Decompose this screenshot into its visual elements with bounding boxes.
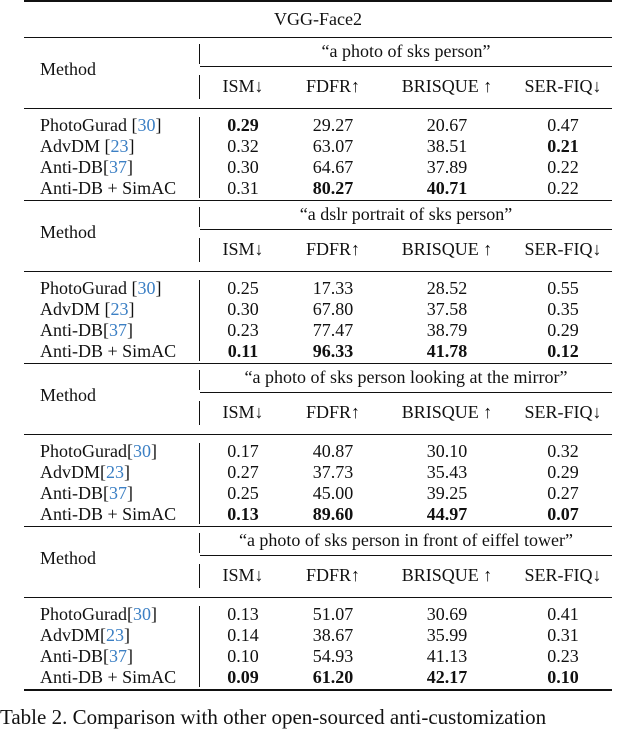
value-cell: 0.17: [227, 441, 259, 461]
value-cell: 29.27: [312, 115, 354, 135]
metric-serfiq: SER-FIQ↓: [524, 76, 602, 96]
value-cell: 80.27: [312, 178, 354, 198]
value-cell: 77.47: [312, 320, 354, 340]
value-cell: 0.22: [547, 157, 579, 177]
value-cell: 0.31: [547, 625, 579, 645]
cite-bracket: [: [103, 483, 109, 503]
method-cell: [24, 504, 200, 525]
method-name: Anti-DB + SimAC: [40, 178, 177, 198]
method-cell: [24, 462, 200, 483]
table-row: [24, 115, 612, 136]
cite-bracket: [: [100, 462, 107, 482]
method-cell: [24, 178, 200, 199]
metric-serfiq: SER-FIQ↓: [524, 402, 602, 422]
table-row: [24, 299, 612, 320]
cite-bracket: [: [104, 299, 111, 319]
value-cell: 0.23: [227, 320, 259, 340]
method-cell: [24, 604, 200, 625]
method-name: PhotoGurad: [40, 115, 132, 135]
table-row: [24, 320, 612, 341]
body-divider: [199, 117, 200, 198]
metric-header-row: [200, 230, 612, 269]
method-cell: [24, 341, 200, 362]
method-cell: [24, 299, 200, 320]
section-body: [24, 109, 612, 200]
cite-bracket: [: [104, 136, 111, 156]
citation-link[interactable]: 30: [137, 115, 156, 135]
method-name: PhotoGurad: [40, 278, 132, 298]
prompt-text: “a photo of sks person in front of eiffel tower”: [238, 530, 574, 550]
citation-link[interactable]: 30: [133, 604, 151, 624]
cite-bracket: [: [131, 115, 138, 135]
metric-serfiq: SER-FIQ↓: [524, 565, 602, 585]
table-row: [24, 462, 612, 483]
value-cell: 61.20: [312, 667, 354, 687]
method-name: AdvDM: [40, 299, 105, 319]
table-row: [24, 441, 612, 462]
value-cell: 20.67: [426, 115, 468, 135]
value-cell: 0.10: [227, 646, 259, 666]
metric-fdfr: FDFR↑: [305, 239, 361, 259]
value-cell: 0.21: [547, 136, 579, 156]
prompt-section: [24, 200, 612, 363]
method-header: Method: [40, 222, 96, 242]
cite-bracket: [: [131, 278, 138, 298]
citation-link[interactable]: 37: [109, 483, 127, 503]
method-name: Anti-DB: [40, 320, 103, 340]
value-cell: 40.71: [426, 178, 468, 198]
cite-bracket: [: [103, 646, 109, 666]
value-cell: 0.12: [547, 341, 579, 361]
method-cell: [24, 278, 200, 299]
value-cell: 37.73: [312, 462, 354, 482]
citation-link[interactable]: 23: [110, 136, 129, 156]
value-cell: 0.31: [227, 178, 259, 198]
citation-link[interactable]: 37: [109, 646, 127, 666]
prompt-section: [24, 363, 612, 526]
value-cell: 67.80: [312, 299, 354, 319]
method-name: Anti-DB + SimAC: [40, 667, 177, 687]
method-name: Anti-DB: [40, 646, 103, 666]
cite-bracket: ]: [151, 604, 157, 624]
table-row: [24, 504, 612, 525]
cite-bracket: [: [103, 157, 109, 177]
value-cell: 0.22: [547, 178, 579, 198]
section-header: [24, 527, 612, 597]
value-cell: 0.29: [227, 115, 259, 135]
citation-link[interactable]: 23: [106, 625, 125, 645]
value-cell: 0.41: [547, 604, 579, 624]
value-cell: 0.32: [227, 136, 259, 156]
value-cell: 54.93: [312, 646, 354, 666]
table-row: [24, 178, 612, 199]
table-row: [24, 667, 612, 688]
body-divider: [199, 606, 200, 687]
value-cell: 0.47: [547, 115, 579, 135]
citation-link[interactable]: 37: [109, 157, 127, 177]
value-cell: 37.58: [426, 299, 468, 319]
cite-bracket: ]: [127, 646, 133, 666]
cite-bracket: ]: [128, 299, 135, 319]
method-cell: [24, 483, 200, 504]
value-cell: 64.67: [312, 157, 354, 177]
value-cell: 0.25: [227, 483, 259, 503]
value-cell: 41.13: [426, 646, 468, 666]
metric-brisque: BRISQUE ↑: [401, 76, 493, 96]
value-cell: 0.29: [547, 320, 579, 340]
value-cell: 0.27: [227, 462, 259, 482]
metric-fdfr: FDFR↑: [305, 565, 361, 585]
metric-header-row: [200, 556, 612, 595]
value-cell: 0.27: [547, 483, 579, 503]
metric-ism: ISM↓: [222, 76, 264, 96]
table-row: [24, 625, 612, 646]
cite-bracket: ]: [151, 441, 157, 461]
value-cell: 35.43: [426, 462, 468, 482]
value-cell: 40.87: [312, 441, 354, 461]
metric-fdfr: FDFR↑: [305, 76, 361, 96]
prompt-text: “a photo of sks person looking at the mirror”: [244, 367, 568, 387]
citation-link[interactable]: 37: [109, 320, 127, 340]
table-row: [24, 278, 612, 299]
value-cell: 30.10: [426, 441, 468, 461]
method-cell: [24, 667, 200, 688]
value-cell: 96.33: [312, 341, 354, 361]
section-header: [24, 201, 612, 271]
value-cell: 0.32: [547, 441, 579, 461]
prompt-section: [24, 526, 612, 689]
cite-bracket: ]: [127, 157, 133, 177]
body-divider: [199, 280, 200, 361]
prompt-section: [24, 37, 612, 200]
cite-bracket: ]: [124, 625, 131, 645]
value-cell: 35.99: [426, 625, 468, 645]
value-cell: 0.25: [227, 278, 259, 298]
value-cell: 0.10: [547, 667, 579, 687]
cite-bracket: ]: [155, 115, 162, 135]
metric-brisque: BRISQUE ↑: [401, 565, 493, 585]
table-row: [24, 604, 612, 625]
value-cell: 0.13: [227, 604, 259, 624]
metric-brisque: BRISQUE ↑: [401, 402, 493, 422]
method-name: AdvDM: [40, 462, 101, 482]
bottom-rule: [24, 689, 612, 691]
value-cell: 17.33: [312, 278, 354, 298]
metric-brisque: BRISQUE ↑: [401, 239, 493, 259]
table-row: [24, 341, 612, 362]
value-cell: 39.25: [426, 483, 468, 503]
cite-bracket: ]: [127, 320, 133, 340]
method-header: Method: [40, 548, 96, 568]
value-cell: 0.13: [227, 504, 259, 524]
value-cell: 41.78: [426, 341, 468, 361]
citation-link[interactable]: 23: [106, 462, 125, 482]
body-divider: [199, 443, 200, 524]
value-cell: 0.55: [547, 278, 579, 298]
value-cell: 37.89: [426, 157, 468, 177]
cite-bracket: ]: [128, 136, 135, 156]
method-name: Anti-DB: [40, 483, 103, 503]
method-name: Anti-DB + SimAC: [40, 341, 177, 361]
method-header: Method: [40, 385, 96, 405]
value-cell: 38.67: [312, 625, 354, 645]
metric-header-row: [200, 67, 612, 106]
cite-bracket: ]: [127, 483, 133, 503]
value-cell: 51.07: [312, 604, 354, 624]
table-caption: Table 2. Comparison with other open-sourced anti-customization: [0, 705, 547, 729]
metric-ism: ISM↓: [222, 565, 264, 585]
value-cell: 0.30: [227, 299, 259, 319]
cite-bracket: [: [127, 604, 133, 624]
table-row: [24, 136, 612, 157]
cite-bracket: ]: [155, 278, 162, 298]
value-cell: 44.97: [426, 504, 468, 524]
cite-bracket: ]: [124, 462, 131, 482]
method-name: AdvDM: [40, 625, 101, 645]
value-cell: 0.09: [227, 667, 259, 687]
value-cell: 0.35: [547, 299, 579, 319]
method-name: Anti-DB + SimAC: [40, 504, 177, 524]
section-body: [24, 598, 612, 689]
metric-ism: ISM↓: [222, 402, 264, 422]
value-cell: 38.51: [426, 136, 468, 156]
prompt-text: “a dslr portrait of sks person”: [299, 204, 513, 224]
section-body: [24, 272, 612, 363]
citation-link[interactable]: 30: [137, 278, 156, 298]
value-cell: 38.79: [426, 320, 468, 340]
value-cell: 45.00: [312, 483, 354, 503]
value-cell: 0.23: [547, 646, 579, 666]
table-row: [24, 157, 612, 178]
method-cell: [24, 625, 200, 646]
value-cell: 28.52: [426, 278, 468, 298]
cite-bracket: [: [127, 441, 133, 461]
method-cell: [24, 441, 200, 462]
value-cell: 0.30: [227, 157, 259, 177]
value-cell: 0.14: [227, 625, 259, 645]
method-header: Method: [40, 59, 96, 79]
dataset-title: VGG-Face2: [274, 9, 362, 29]
value-cell: 89.60: [312, 504, 354, 524]
value-cell: 30.69: [426, 604, 468, 624]
citation-link[interactable]: 30: [133, 441, 151, 461]
method-cell: [24, 320, 200, 341]
cite-bracket: [: [100, 625, 107, 645]
metric-fdfr: FDFR↑: [305, 402, 361, 422]
section-header: [24, 364, 612, 434]
method-cell: [24, 646, 200, 667]
metric-header-row: [200, 393, 612, 432]
method-name: Anti-DB: [40, 157, 103, 177]
table-row: [24, 646, 612, 667]
value-cell: 42.17: [426, 667, 468, 687]
cite-bracket: [: [103, 320, 109, 340]
metric-ism: ISM↓: [222, 239, 264, 259]
prompt-text: “a photo of sks person”: [321, 41, 491, 61]
results-table: [24, 0, 612, 691]
method-name: PhotoGurad: [40, 604, 127, 624]
method-cell: [24, 157, 200, 178]
citation-link[interactable]: 23: [110, 299, 129, 319]
metric-serfiq: SER-FIQ↓: [524, 239, 602, 259]
value-cell: 0.29: [547, 462, 579, 482]
method-cell: [24, 136, 200, 157]
method-name: PhotoGurad: [40, 441, 127, 461]
section-body: [24, 435, 612, 526]
value-cell: 0.11: [227, 341, 259, 361]
section-header: [24, 38, 612, 108]
method-cell: [24, 115, 200, 136]
value-cell: 63.07: [312, 136, 354, 156]
method-name: AdvDM: [40, 136, 105, 156]
table-row: [24, 483, 612, 504]
value-cell: 0.07: [547, 504, 579, 524]
